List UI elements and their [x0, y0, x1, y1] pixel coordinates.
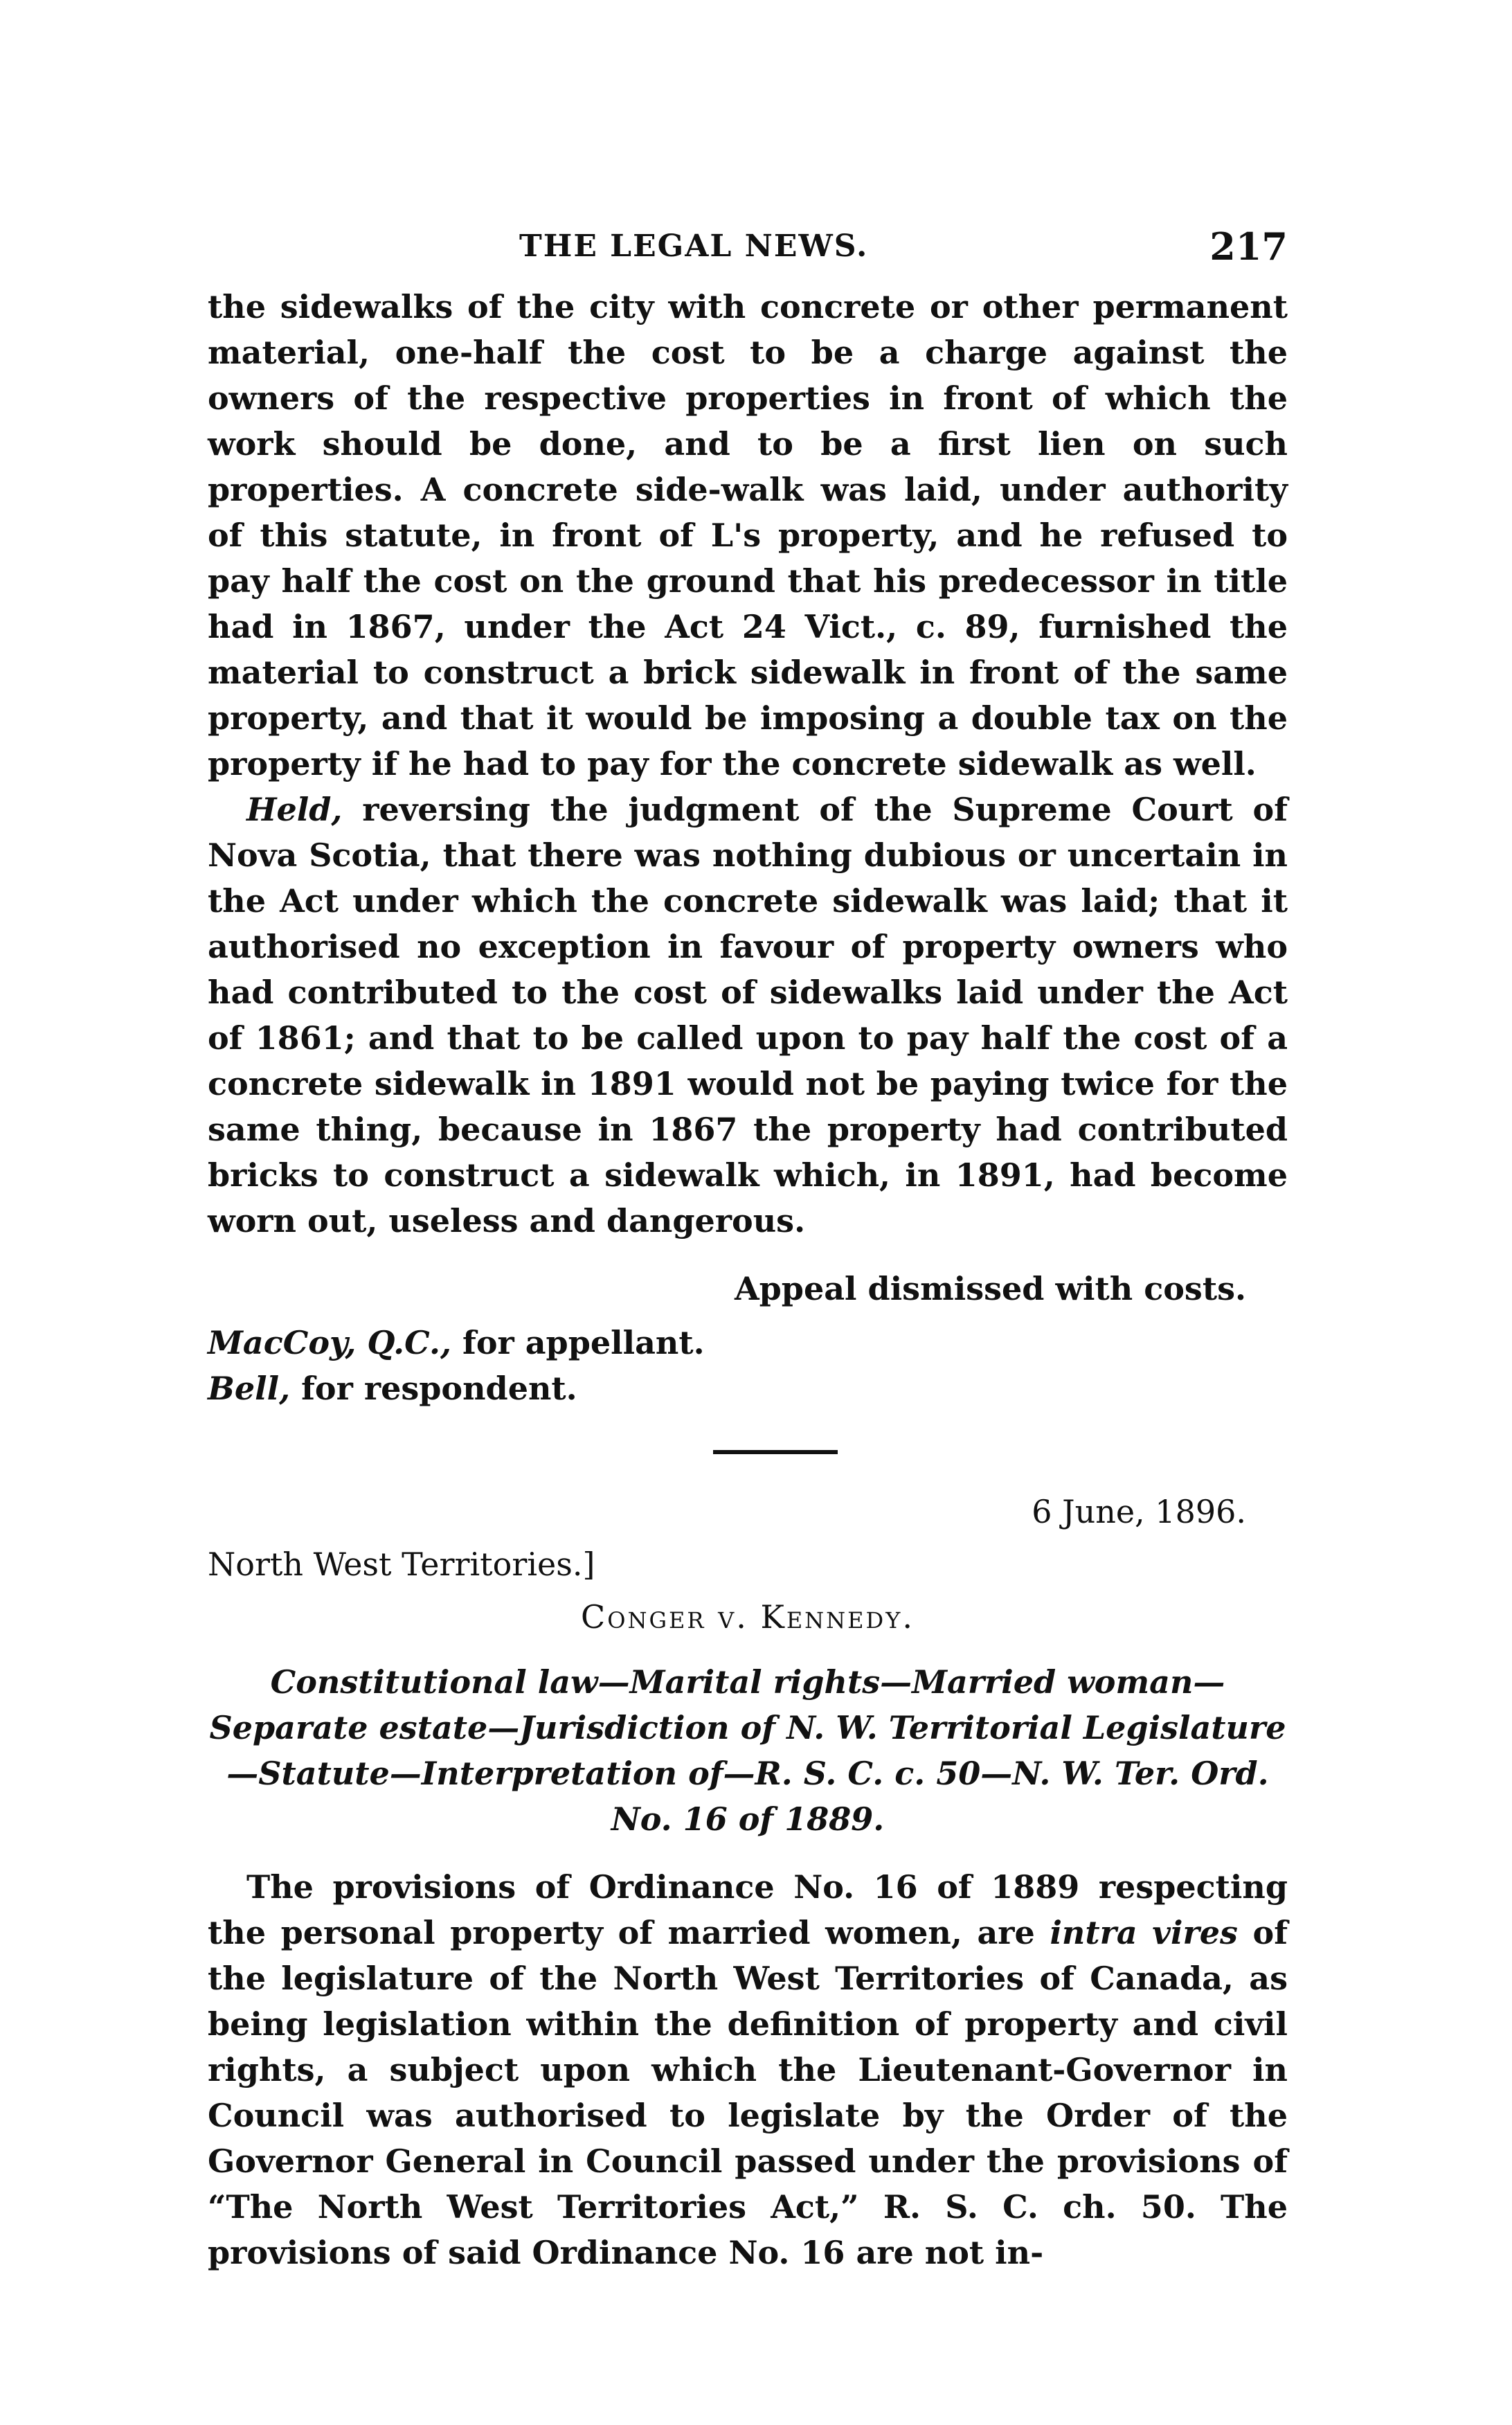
respondent-counsel — [208, 1366, 1288, 1411]
appellant-counsel-role: for appellant. — [451, 1324, 705, 1361]
case-paragraph — [208, 1864, 1288, 2275]
headnote-keywords: Constitutional law—Marital rights—Married woman—Separate estate—Jurisdiction of N. W. Territorial Legislature—Statute—Interpretation of—R. S. C. c. 50—N. W. Ter. Ord. No. 16 of 1889. — [209, 1663, 1286, 1838]
case-title: Conger v. Kennedy. — [581, 1598, 915, 1636]
appellant-counsel — [208, 1320, 1288, 1366]
running-header — [208, 224, 1288, 284]
body-paragraph: the sidewalks of the city with concrete or other permanent material, one-half the cost to be a charge against the owners of the respective properties in front of which the work should be done, and to be a first lien on such properties. A concrete side-walk was laid, under authority of this statute, in front of L's property, and he refused to pay half the cost on the ground that his predecessor in title had in 1867, under the Act 24 Vict., c. 89, furnished the material to construct a brick sidewalk in front of the same property, and that it would be imposing a double tax on the property if he had to pay for the concrete sidewalk as well. — [208, 288, 1288, 782]
page-number: 217 — [1209, 224, 1288, 269]
case-paragraph-emphasis: intra vires — [1050, 1914, 1238, 1951]
held-label: Held, — [246, 791, 343, 828]
case-paragraph-end: of the legislature of the North West Territories of Canada, as being legislation within the definition of property and civil rights, a subject upon which the Lieutenant-Governor in Council was authorised to legislate by the Order of the Governor General in Council passed under the provisions of “The North West Territories Act,” R. S. C. ch. 50. The provisions of said Ordinance No. 16 are not in- — [208, 1914, 1288, 2271]
respondent-counsel-role: for respondent. — [290, 1370, 577, 1407]
appellant-counsel-name: MacCoy, Q.C., — [208, 1324, 452, 1361]
case-paragraph-start: The provisions of Ordinance No. 16 of 1889 respecting the personal property of married women, are — [208, 1868, 1288, 1951]
held-text: reversing the judgment of the Supreme Court of Nova Scotia, that there was nothing dubious or uncertain in the Act under which the concrete sidewalk was laid; that it authorised no exception in favour of property owners who had contributed to the cost of sidewalks laid under the Act of 1861; and that to be called upon to pay half the cost of a concrete sidewalk in 1891 would not be paying twice for the same thing, because in 1867 the property had contributed bricks to construct a sidewalk which, in 1891, had become worn out, useless and dangerous. — [208, 791, 1288, 1240]
case-date: 6 June, 1896. — [1032, 1493, 1246, 1530]
section-divider — [713, 1450, 838, 1454]
document-page — [208, 224, 1288, 2275]
respondent-counsel-name: Bell, — [208, 1370, 291, 1407]
court-name: North West Territories.] — [208, 1546, 595, 1583]
held-paragraph — [208, 787, 1288, 1244]
running-title: THE LEGAL NEWS. — [519, 229, 869, 264]
disposition: Appeal dismissed with costs. — [734, 1270, 1246, 1307]
